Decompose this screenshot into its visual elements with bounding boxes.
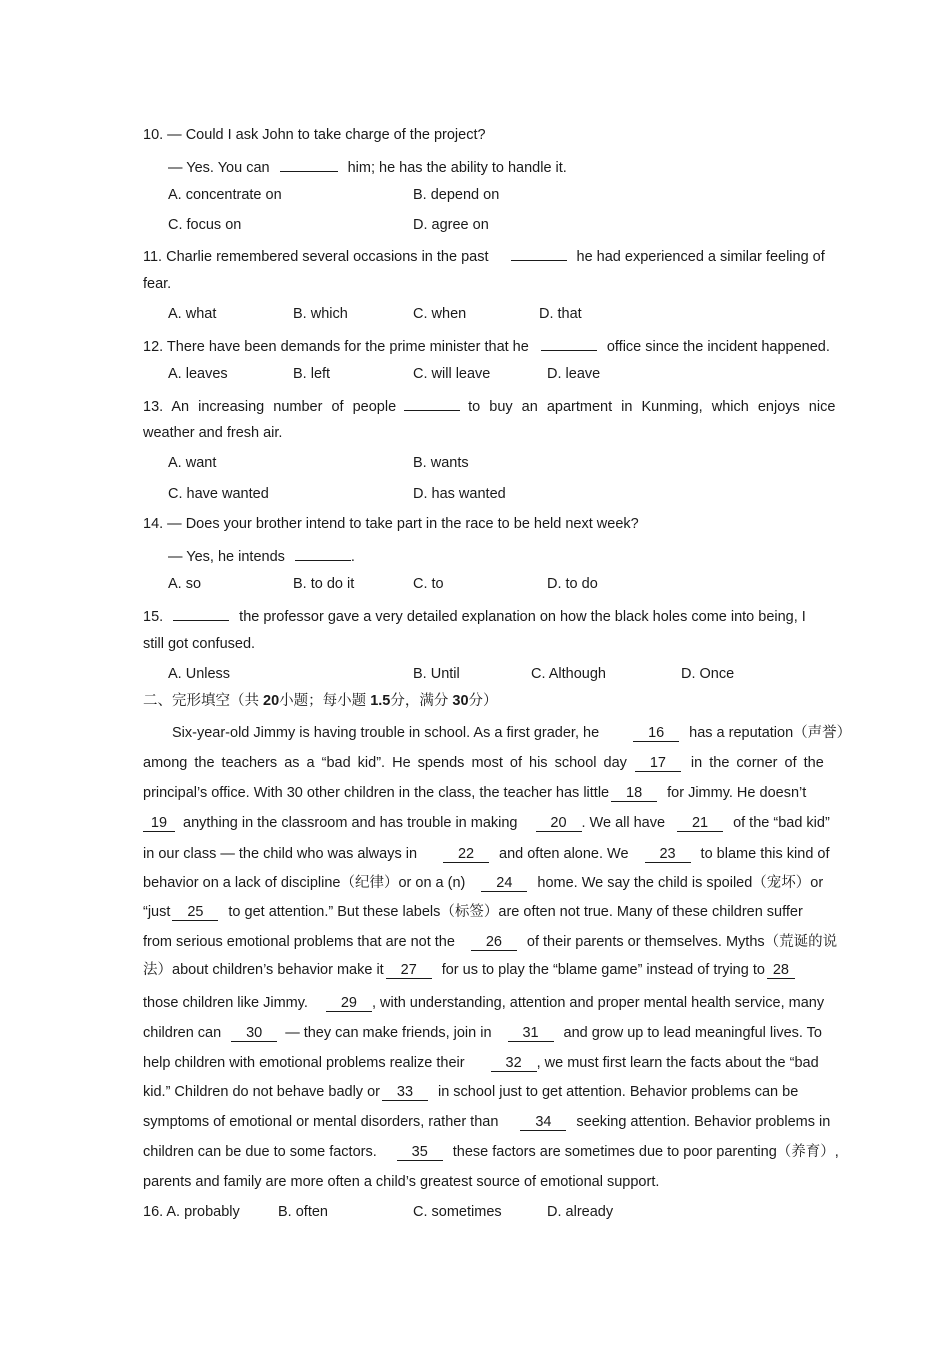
q14-option-a: A. so <box>168 576 202 592</box>
q13-stem: 13. An increasing number of people to buy an apartment in Kunming, which enjoys nice <box>143 395 835 416</box>
q16-option-d: D. already <box>547 1204 614 1220</box>
q15-option-b: B. Until <box>413 666 460 682</box>
q15-option-a: A. Unless <box>168 666 231 682</box>
blank-16: 16 <box>633 725 679 742</box>
passage-line: behavior on a lack of discipline（纪律）or on a (n) 24 home. We say the child is spoiled（宠坏）or <box>143 875 824 891</box>
blank-18: 18 <box>611 785 657 802</box>
blank-32: 32 <box>491 1055 537 1072</box>
q12-option-d: D. leave <box>547 366 601 382</box>
blank-24: 24 <box>481 875 527 892</box>
passage-line: Six-year-old Jimmy is having trouble in school. As a first grader, he 16 has a reputation（声誉） <box>172 725 852 741</box>
blank-30: 30 <box>231 1025 277 1042</box>
answer-blank <box>541 335 597 351</box>
passage-line: 19 anything in the classroom and has trouble in making 20 . We all have 21 of the “bad kid” <box>143 814 830 832</box>
blank-19: 19 <box>143 815 175 832</box>
passage-line: among the teachers as a “bad kid”. He spends most of his school day 17 in the corner of the <box>143 755 824 771</box>
q10-option-d: D. agree on <box>413 217 489 233</box>
q14-stem: 14. — Does your brother intend to take part in the race to be held next week? <box>143 516 639 532</box>
q13-option-a: A. want <box>168 455 217 471</box>
q12-option-b: B. left <box>293 366 331 382</box>
blank-34: 34 <box>520 1114 566 1131</box>
passage-line: kid.” Children do not behave badly or 33 in school just to get attention. Behavior problems can be <box>143 1084 799 1100</box>
blank-31: 31 <box>508 1025 554 1042</box>
blank-17: 17 <box>635 755 681 772</box>
q11-option-b: B. which <box>293 306 348 322</box>
q14-option-d: D. to do <box>547 576 598 592</box>
q11-stem: 11. Charlie remembered several occasions in the past he had experienced a similar feeling of <box>143 245 825 266</box>
blank-27: 27 <box>386 962 432 979</box>
passage-line: from serious emotional problems that are not the 26 of their parents or themselves. Myths（荒诞的说 <box>143 934 838 950</box>
q15-stem-cont: still got confused. <box>143 636 256 652</box>
blank-21: 21 <box>677 815 723 832</box>
passage-line: principal’s office. With 30 other children in the class, the teacher has little 18 for Jimmy. He doesn’t <box>143 785 807 801</box>
blank-29: 29 <box>326 995 372 1012</box>
q15-stem: 15. the professor gave a very detailed explanation on how the black holes come into being, I <box>143 605 806 626</box>
passage-line: help children with emotional problems realize their 32 , we must first learn the facts about the “bad <box>143 1055 819 1071</box>
q12-stem: 12. There have been demands for the prime minister that he office since the incident happened. <box>143 335 830 356</box>
q12-option-c: C. will leave <box>413 366 491 382</box>
blank-23: 23 <box>645 846 691 863</box>
passage-line: children can be due to some factors. 35 these factors are sometimes due to poor parenting（养育）, <box>143 1144 839 1160</box>
blank-28: 28 <box>767 962 795 979</box>
passage-line: children can 30 — they can make friends, join in 31 and grow up to lead meaningful lives. To <box>143 1025 822 1041</box>
passage-line: 法）about children’s behavior make it 27 for us to play the “blame game” instead of trying to 28 <box>143 961 795 979</box>
passage-line: parents and family are more often a child’s greatest source of emotional support. <box>143 1174 660 1190</box>
q13-option-c: C. have wanted <box>168 486 269 502</box>
q11-option-a: A. what <box>168 306 217 322</box>
q10-stem: 10. — Could I ask John to take charge of the project? <box>143 127 486 143</box>
q11-stem-cont: fear. <box>143 276 172 292</box>
q13-option-d: D. has wanted <box>413 486 506 502</box>
q10-reply: — Yes. You can him; he has the ability to handle it. <box>168 156 567 177</box>
answer-blank <box>511 245 567 261</box>
blank-22: 22 <box>443 846 489 863</box>
q11-option-c: C. when <box>413 306 467 322</box>
q10-option-b: B. depend on <box>413 187 500 203</box>
q16-option-c: C. sometimes <box>413 1204 502 1220</box>
blank-25: 25 <box>172 904 218 921</box>
q15-option-c: C. Although <box>531 666 606 682</box>
section-heading: 二、完形填空（共 20小题；每小题 1.5分，满分 30分） <box>143 693 498 709</box>
q16-option-a: 16. A. probably <box>143 1204 240 1220</box>
blank-35: 35 <box>397 1144 443 1161</box>
passage-line: “just 25 to get attention.” But these labels（标签）are often not true. Many of these children suffer <box>143 904 803 920</box>
answer-blank <box>295 545 351 561</box>
q11-option-d: D. that <box>539 306 582 322</box>
passage-line: those children like Jimmy. 29 , with understanding, attention and proper mental health service, many <box>143 995 825 1011</box>
q16-option-b: B. often <box>278 1204 328 1220</box>
q10-option-c: C. focus on <box>168 217 242 233</box>
answer-blank <box>280 156 338 172</box>
q13-option-b: B. wants <box>413 455 469 471</box>
q15-option-d: D. Once <box>681 666 735 682</box>
q14-option-b: B. to do it <box>293 576 355 592</box>
q14-option-c: C. to <box>413 576 444 592</box>
passage-line: symptoms of emotional or mental disorders, rather than 34 seeking attention. Behavior problems in <box>143 1114 831 1130</box>
answer-blank <box>404 395 460 411</box>
blank-26: 26 <box>471 934 517 951</box>
q10-option-a: A. concentrate on <box>168 187 282 203</box>
q12-option-a: A. leaves <box>168 366 228 382</box>
passage-line: in our class — the child who was always in 22 and often alone. We 23 to blame this kind of <box>143 846 830 862</box>
q13-stem-cont: weather and fresh air. <box>143 425 283 441</box>
answer-blank <box>173 605 229 621</box>
blank-33: 33 <box>382 1084 428 1101</box>
q14-reply: — Yes, he intends . <box>168 545 355 566</box>
blank-20: 20 <box>536 815 582 832</box>
